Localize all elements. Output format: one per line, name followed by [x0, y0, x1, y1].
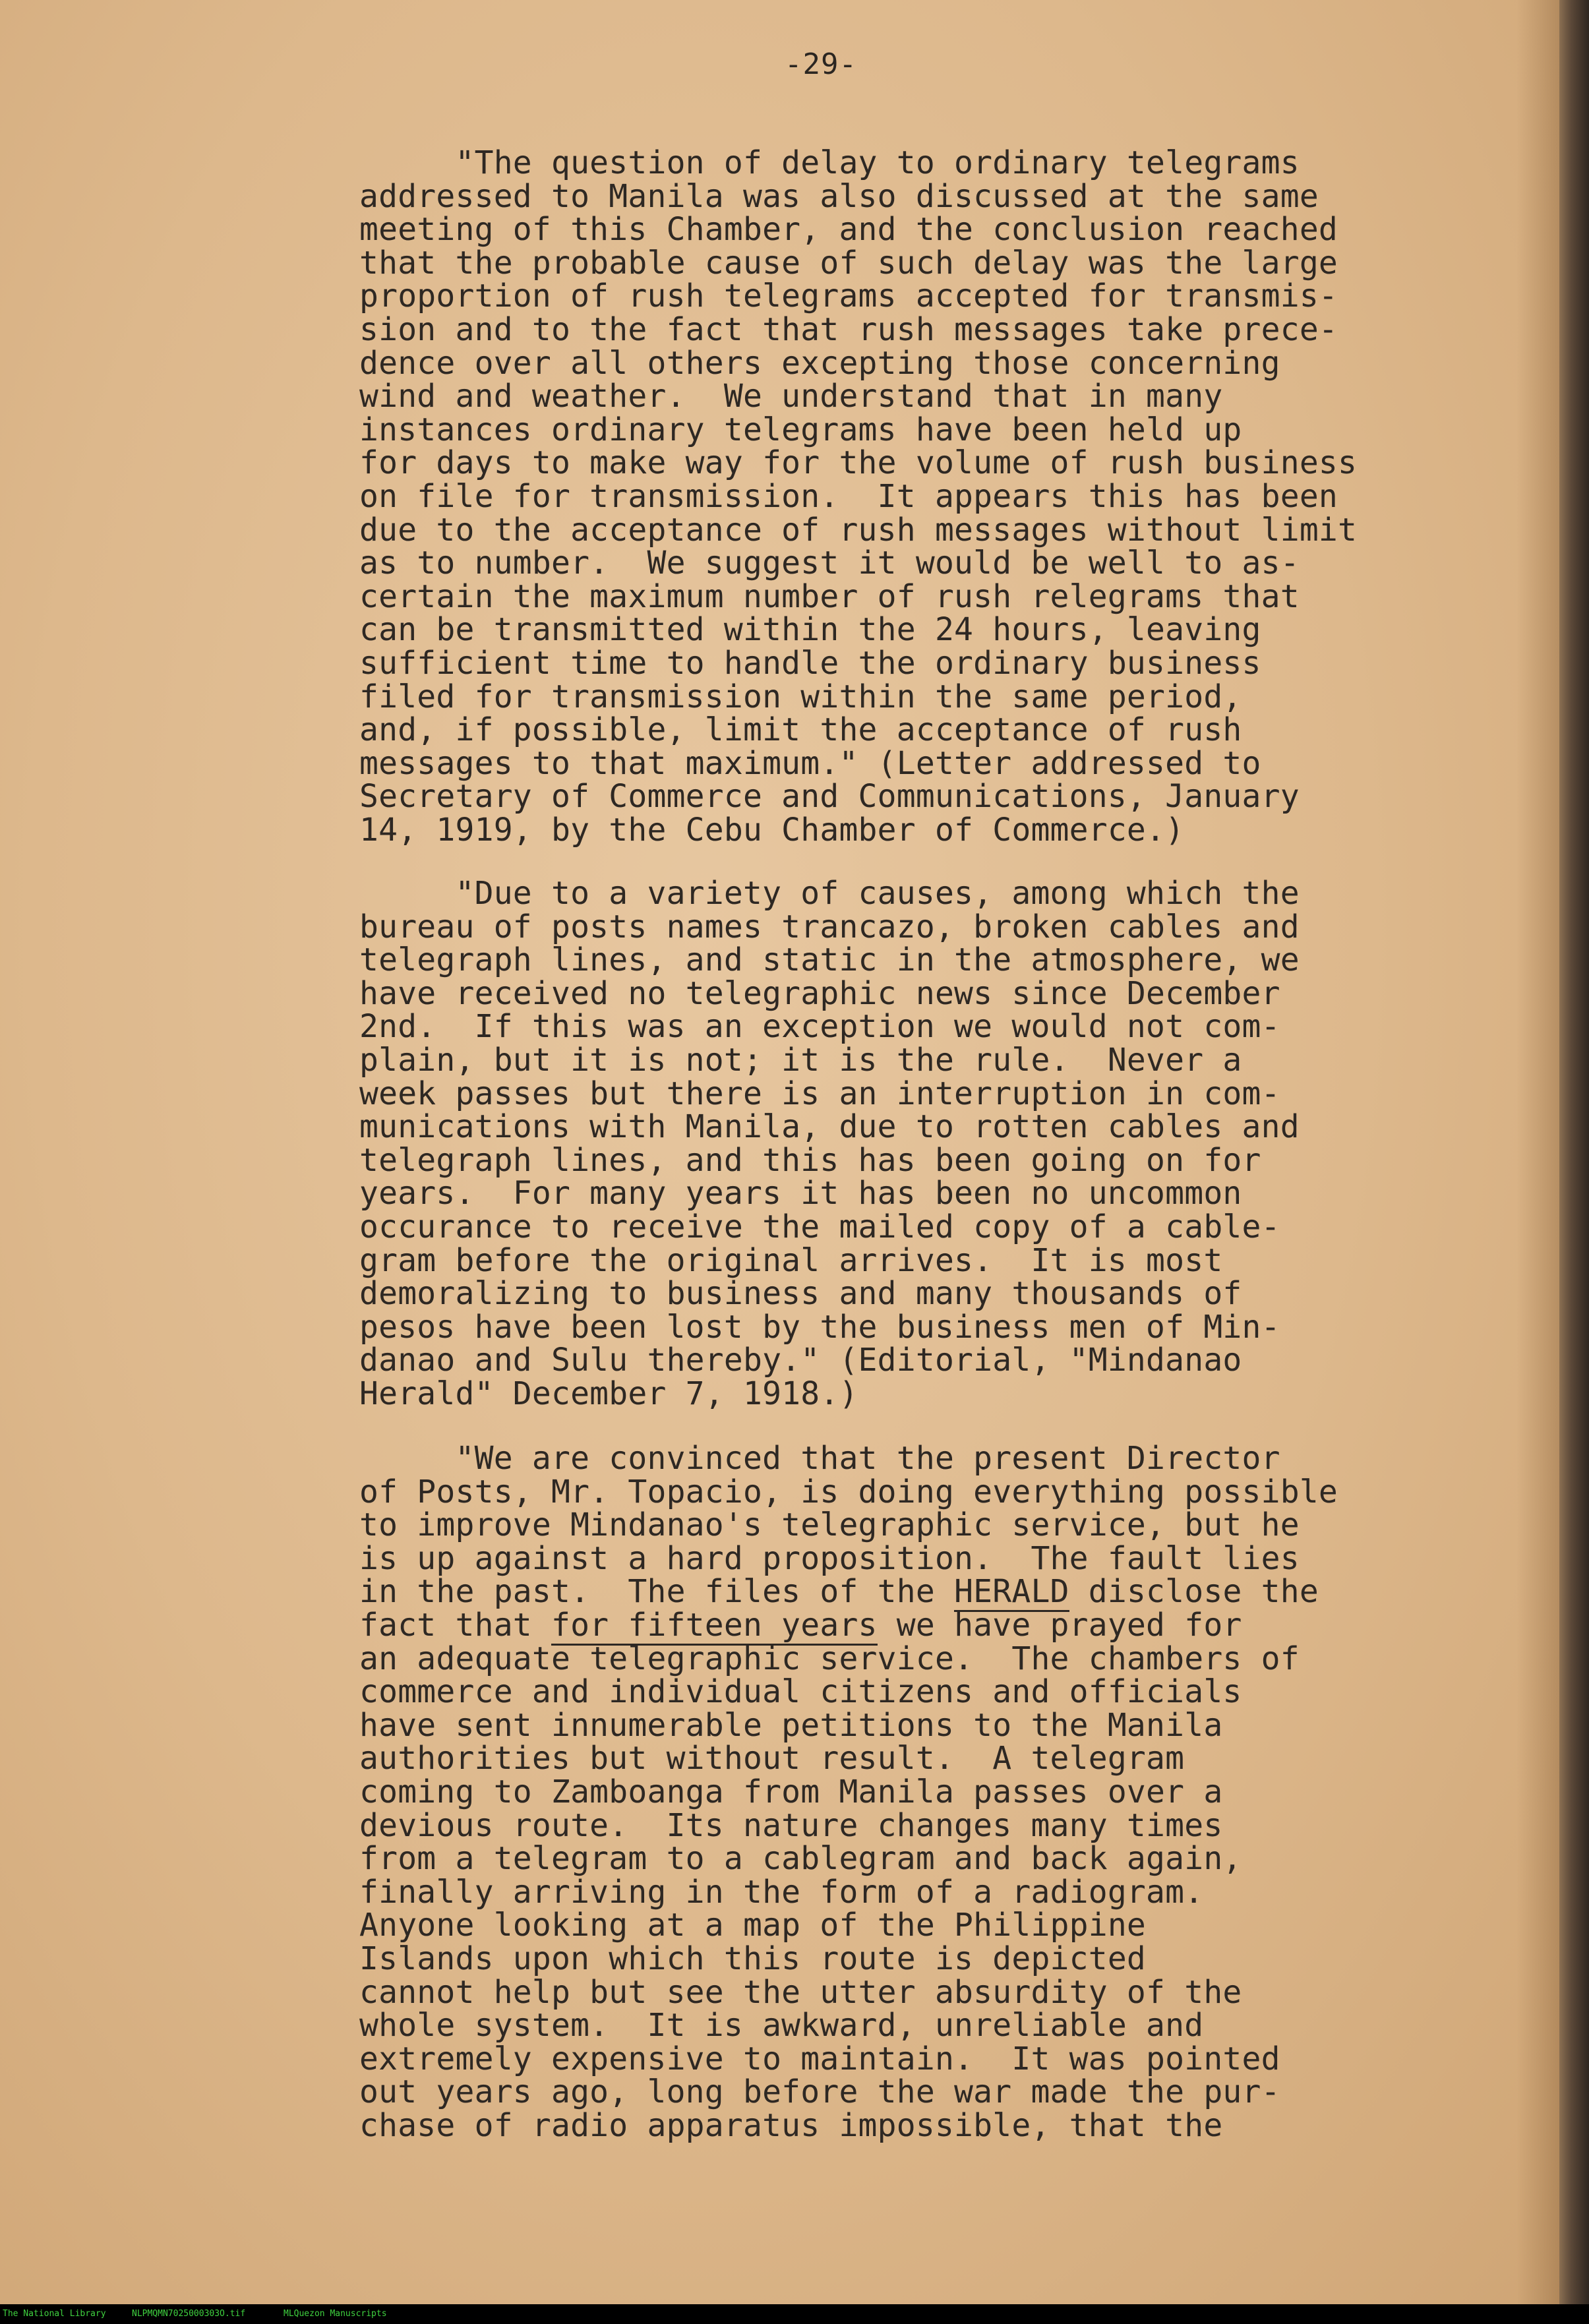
text-line: sufficient time to handle the ordinary business [359, 644, 1261, 682]
text-line: Secretary of Commerce and Communications, January [359, 778, 1300, 816]
page-edge [1559, 0, 1589, 2304]
paragraph-director-of-posts [359, 1442, 1480, 2142]
text-line: telegraph lines, and static in the atmosphere, we [359, 941, 1300, 979]
text-line: filed for transmission within the same period, [359, 678, 1242, 715]
text-line: munications with Manila, due to rotten cables and [359, 1108, 1300, 1146]
text-line: authorities but without result. A telegram [359, 1740, 1185, 1777]
text-line: can be transmitted within the 24 hours, leaving [359, 611, 1261, 649]
text-line: dence over all others excepting those concerning [359, 344, 1280, 382]
text-line: fact that for fifteen years we have prayed for [359, 1607, 1242, 1646]
text-line: in the past. The files of the HERALD disclose the [359, 1573, 1319, 1612]
text-line: commerce and individual citizens and officials [359, 1673, 1242, 1711]
text-line: that the probable cause of such delay was the large [359, 244, 1338, 282]
text-line: for days to make way for the volume of rush business [359, 444, 1358, 482]
text-line: coming to Zamboanga from Manila passes over a [359, 1773, 1223, 1810]
text-line: to improve Mindanao's telegraphic service, but he [359, 1506, 1300, 1544]
text-line: and, if possible, limit the acceptance of rush [359, 711, 1242, 749]
text-line: extremely expensive to maintain. It was pointed [359, 2040, 1280, 2077]
text-line: have sent innumerable petitions to the Manila [359, 1706, 1223, 1744]
paragraph-letter-cebu-chamber [359, 146, 1480, 847]
text-line: plain, but it is not; it is the rule. Never a [359, 1041, 1242, 1079]
text-line: messages to that maximum." (Letter addressed to [359, 744, 1261, 782]
text-line: proportion of rush telegrams accepted for transmis- [359, 278, 1338, 315]
text-line: Anyone looking at a map of the Philippine [359, 1907, 1147, 1944]
text-line: meeting of this Chamber, and the conclusion reached [359, 211, 1338, 249]
text-line: 14, 1919, by the Cebu Chamber of Commerce.) [359, 811, 1185, 849]
text-line: is up against a hard proposition. The fault lies [359, 1539, 1300, 1577]
text-line: week passes but there is an interruption in com- [359, 1075, 1280, 1112]
text-line: sion and to the fact that rush messages take prece- [359, 311, 1338, 348]
text-line: finally arriving in the form of a radiogram. [359, 1873, 1204, 1911]
underlined-phrase: HERALD [954, 1573, 1069, 1612]
text-line: an adequate telegraphic service. The chambers of [359, 1640, 1300, 1677]
text-line: addressed to Manila was also discussed at the same [359, 177, 1319, 215]
text-line: have received no telegraphic news since December [359, 974, 1280, 1012]
text-line: occurance to receive the mailed copy of a cable- [359, 1208, 1280, 1245]
text-line: wind and weather. We understand that in many [359, 378, 1223, 415]
text-line: danao and Sulu thereby." (Editorial, "Mindanao [359, 1342, 1242, 1379]
text-line: Herald" December 7, 1918.) [359, 1375, 858, 1412]
text-line: "The question of delay to ordinary telegrams [359, 144, 1300, 181]
text-line: from a telegram to a cablegram and back again, [359, 1840, 1242, 1878]
text-line: whole system. It is awkward, unreliable and [359, 2007, 1204, 2044]
text-line: "We are convinced that the present Director [359, 1440, 1280, 1477]
text-line: cannot help but see the utter absurdity of the [359, 1973, 1242, 2011]
text-line: bureau of posts names trancazo, broken cables and [359, 908, 1300, 945]
text-line: pesos have been lost by the business men of Min- [359, 1308, 1280, 1346]
underlined-phrase: for fifteen years [551, 1607, 878, 1646]
page-number: -29- [785, 47, 857, 81]
text-line: Islands upon which this route is depicted [359, 1940, 1147, 1977]
text-line: 2nd. If this was an exception we would not com- [359, 1008, 1280, 1046]
text-line: "Due to a variety of causes, among which the [359, 875, 1300, 912]
text-line: of Posts, Mr. Topacio, is doing everything possible [359, 1473, 1338, 1510]
paragraph-editorial-mindanao-herald [359, 877, 1480, 1411]
text-line: on file for transmission. It appears this has been [359, 477, 1338, 515]
text-line: gram before the original arrives. It is most [359, 1241, 1223, 1279]
spine-shadow [1516, 0, 1559, 2304]
text-line: instances ordinary telegrams have been held up [359, 411, 1242, 448]
text-line: certain the maximum number of rush relegrams that [359, 578, 1300, 615]
text-line: out years ago, long before the war made the pur- [359, 2073, 1280, 2111]
text-line: demoralizing to business and many thousands of [359, 1275, 1242, 1313]
footer-file: NLPMQMN7025000303O.tif [132, 2309, 246, 2319]
text-line: due to the acceptance of rush messages without limit [359, 511, 1358, 549]
scan-footer [0, 2304, 1589, 2324]
footer-library: The National Library [3, 2309, 106, 2319]
text-line: as to number. We suggest it would be well to as- [359, 545, 1300, 582]
text-line: devious route. Its nature changes many times [359, 1806, 1223, 1844]
text-line: telegraph lines, and this has been going on for [359, 1141, 1261, 1179]
text-line: years. For many years it has been no uncommon [359, 1175, 1242, 1212]
text-line: chase of radio apparatus impossible, that the [359, 2106, 1223, 2144]
footer-collection: MLQuezon Manuscripts [284, 2309, 387, 2319]
